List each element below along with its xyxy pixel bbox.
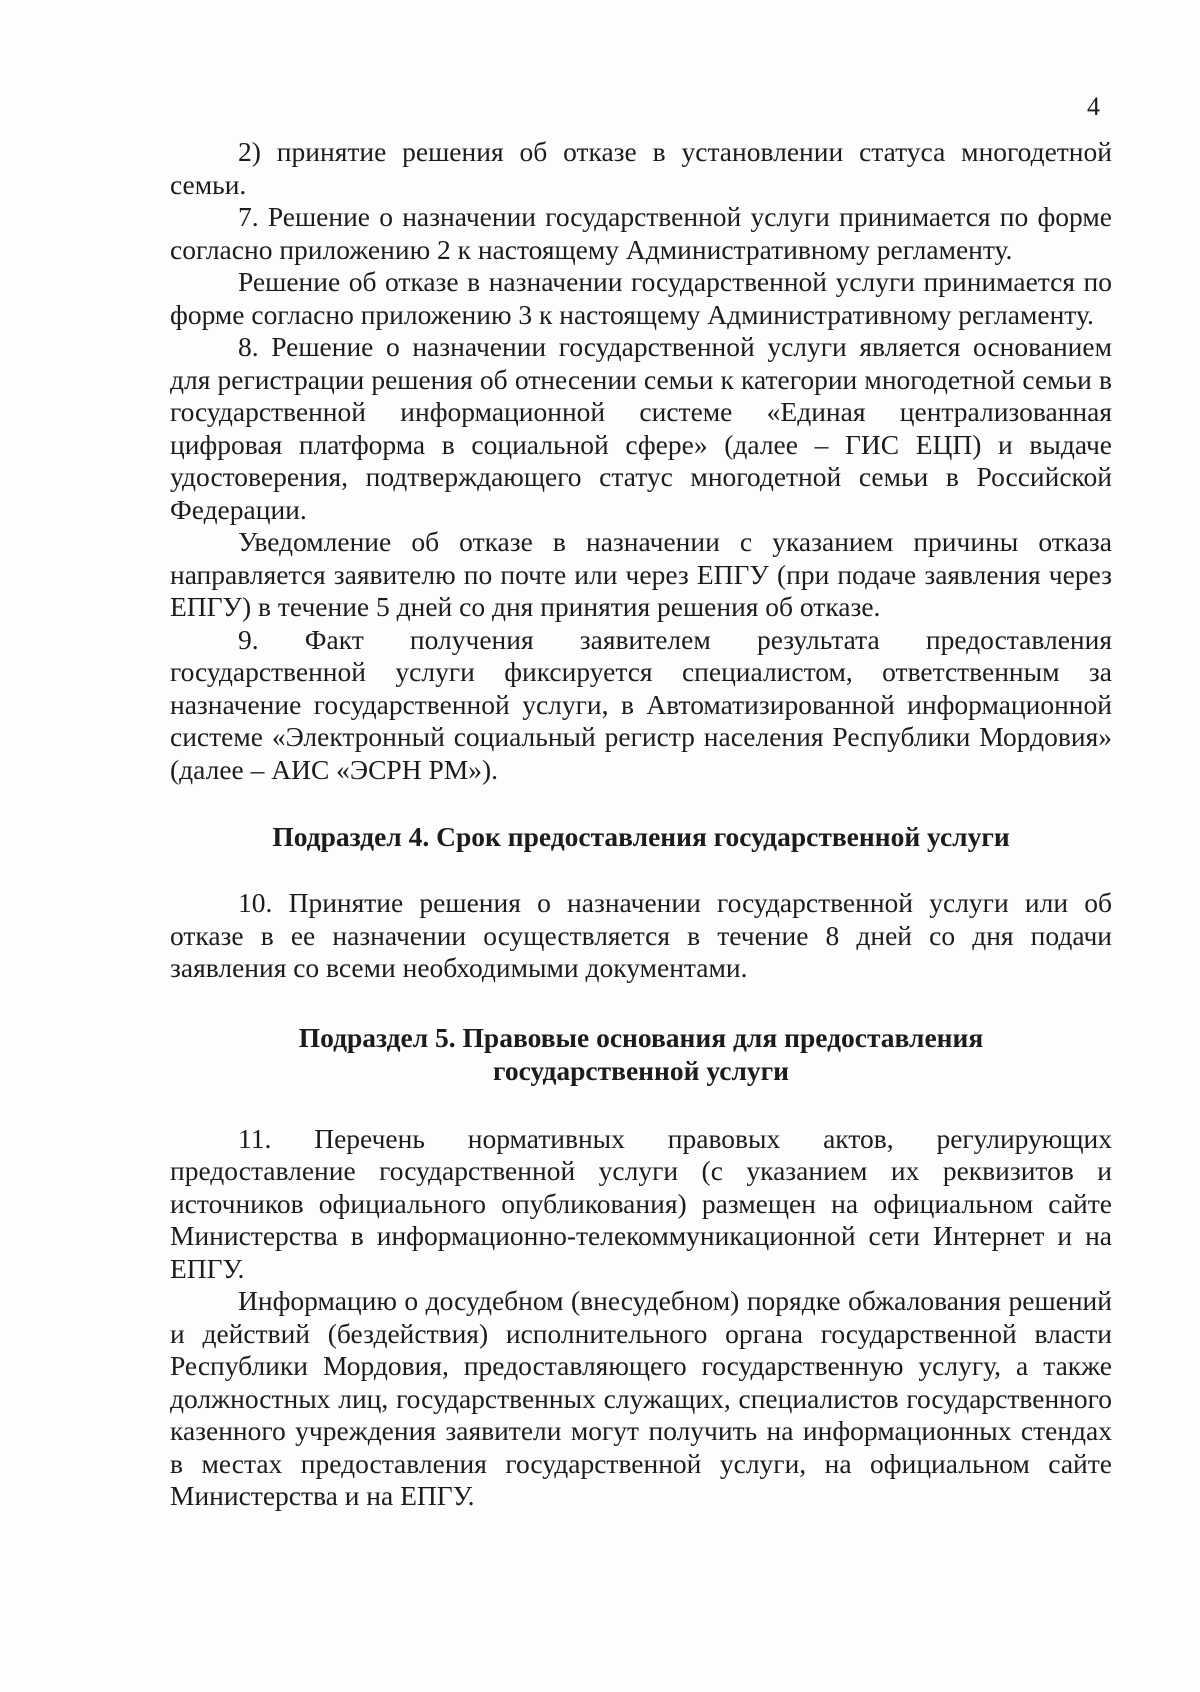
paragraph-8-registration: 8. Решение о назначении государственной услуги является основанием для регистрации решения об отнесении семьи к категории многодетной семьи в государственной информационной системе «Единая централизованная цифровая платформа в социальной сфере» (далее – ГИС ЕЦП) и выдаче удостоверения, подтверждающего статус многодетной семьи в Российской Федерации. xyxy=(170,331,1112,525)
paragraph-8-notification: Уведомление об отказе в назначении с указанием причины отказа направляется заявителю по почте или через ЕПГУ (при подаче заявления через ЕПГУ) в течение 5 дней со дня принятия решения об отказе. xyxy=(170,526,1112,622)
paragraph-11-legal-acts: 11. Перечень нормативных правовых актов, регулирующих предоставление государственной услуги (с указанием их реквизитов и источников официального опубликования) размещен на официальном сайте Министерства в информационно-телекоммуникационной сети Интернет и на ЕПГУ. xyxy=(170,1122,1112,1284)
paragraph-9-result-fixation: 9. Факт получения заявителем результата предоставления государственной услуги фиксируется специалистом, ответственным за назначение государственной услуги, в Автоматизированной информационной системе «Электронный социальный регистр населения Республики Мордовия» (далее – АИС «ЭСРН РМ»). xyxy=(170,623,1112,785)
section-heading-5 xyxy=(170,1021,1112,1087)
paragraph-7-decision-form: 7. Решение о назначении государственной услуги принимается по форме согласно приложению 2 к настоящему Административному регламенту. xyxy=(170,201,1112,265)
paragraph-decision-refusal: 2) принятие решения об отказе в установлении статуса многодетной семьи. xyxy=(170,136,1112,200)
paragraph-11-appeal-info: Информацию о досудебном (внесудебном) порядке обжалования решений и действий (бездействия) исполнительного органа государственной власти Республики Мордовия, предоставляющего государственную услугу, а также должностных лиц, государственных служащих, специалистов государственного казенного учреждения заявители могут получить на информационных стендах в местах предоставления государственной услуги, на официальном сайте Министерства и на ЕПГУ. xyxy=(170,1285,1112,1511)
document-body xyxy=(170,136,1112,1513)
paragraph-10-term: 10. Принятие решения о назначении государственной услуги или об отказе в ее назначении осуществляется в течение 8 дней со дня подачи заявления со всеми необходимыми документами. xyxy=(170,887,1112,983)
section-heading-5-line-1: Подраздел 5. Правовые основания для предоставления xyxy=(298,1021,984,1053)
section-heading-4: Подраздел 4. Срок предоставления государственной услуги xyxy=(272,821,1010,852)
paragraph-7-refusal-form: Решение об отказе в назначении государственной услуги принимается по форме согласно приложению 3 к настоящему Административному регламенту. xyxy=(170,266,1112,330)
section-heading-5-line-2: государственной услуги xyxy=(493,1054,789,1086)
page-number: 4 xyxy=(1087,92,1100,121)
